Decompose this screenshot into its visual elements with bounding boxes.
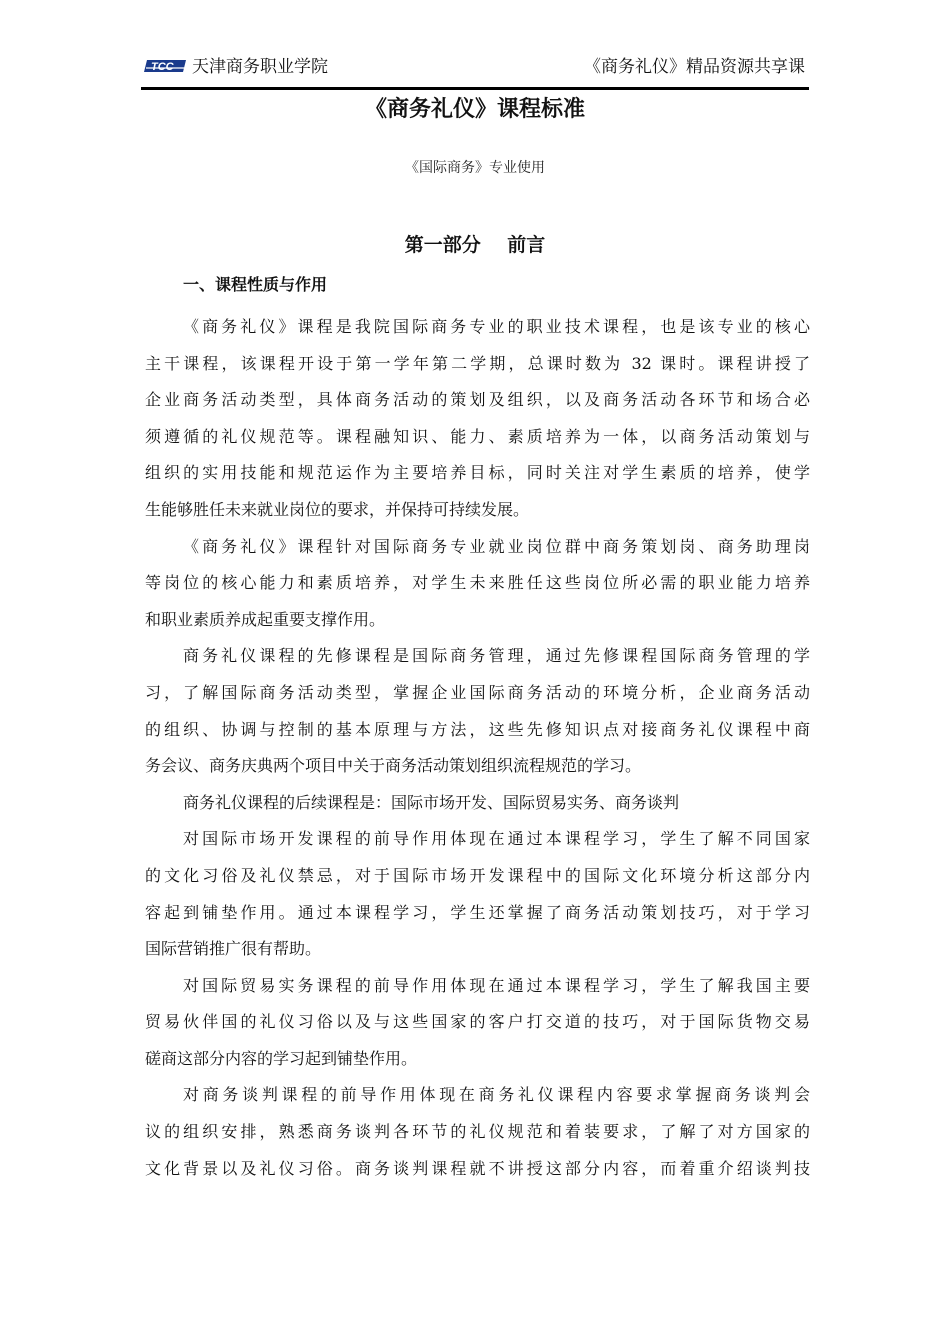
paragraph [145, 638, 810, 784]
paragraph-line: 须遵循的礼仪规范等。课程融知识、能力、素质培养为一体，以商务活动策划与 [145, 426, 810, 446]
paragraph-line: 对商务谈判课程的前导作用体现在商务礼仪课程内容要求掌握商务谈判会 [183, 1085, 810, 1105]
course-name: 《商务礼仪》精品资源共享课 [584, 57, 805, 77]
paragraph-line: 习，了解国际商务活动类型，掌握企业国际商务活动的环境分析，企业商务活动 [145, 682, 810, 702]
paragraph-line: 国际营销推广很有帮助。 [145, 939, 322, 959]
paragraph-line: 务会议、商务庆典两个项目中关于商务活动策划组织流程规范的学习。 [145, 756, 642, 776]
body-text [145, 309, 810, 1187]
school-name: 天津商务职业学院 [192, 57, 328, 77]
document-title: 《商务礼仪》课程标准 [364, 97, 585, 122]
section-heading: 一、课程性质与作用 [183, 275, 328, 294]
header-divider [141, 87, 809, 90]
paragraph-line: 对国际市场开发课程的前导作用体现在通过本课程学习，学生了解不同国家 [183, 829, 810, 849]
paragraph-line: 贸易伙伴国的礼仪习俗以及与这些国家的客户打交道的技巧，对于国际货物交易 [145, 1012, 810, 1032]
paragraph-line: 和职业素质养成起重要支撑作用。 [145, 609, 386, 629]
paragraph-line: 磋商这部分内容的学习起到铺垫作用。 [145, 1048, 418, 1068]
paragraph [145, 1077, 810, 1187]
page-header [141, 52, 809, 86]
paragraph-line: 生能够胜任未来就业岗位的要求，并保持可持续发展。 [145, 499, 530, 519]
paragraph-line: 主干课程，该课程开设于第一学年第二学期，总课时数为 32 课时。课程讲授了 [145, 353, 810, 373]
document-subtitle: 《国际商务》专业使用 [405, 160, 545, 176]
paragraph [145, 968, 810, 1078]
paragraph-line: 的组织、协调与控制的基本原理与方法，这些先修知识点对接商务礼仪课程中商 [145, 719, 810, 739]
tcc-logo [143, 56, 187, 76]
paragraph-line: 企业商务活动类型，具体商务活动的策划及组织，以及商务活动各环节和场合必 [145, 390, 810, 410]
paragraph [145, 785, 810, 822]
paragraph-line: 议的组织安排，熟悉商务谈判各环节的礼仪规范和着装要求，了解了对方国家的 [145, 1122, 810, 1142]
paragraph-line: 容起到铺垫作用。通过本课程学习，学生还掌握了商务活动策划技巧，对于学习 [145, 902, 810, 922]
paragraph [145, 821, 810, 967]
paragraph-line: 等岗位的核心能力和素质培养，对学生未来胜任这些岗位所必需的职业能力培养 [145, 573, 810, 593]
paragraph [145, 529, 810, 639]
paragraph [145, 309, 810, 529]
logo-text: TCC [151, 61, 174, 73]
paragraph-line: 《商务礼仪》课程针对国际商务专业就业岗位群中商务策划岗、商务助理岗 [183, 536, 810, 556]
paragraph-line: 对国际贸易实务课程的前导作用体现在通过本课程学习，学生了解我国主要 [183, 975, 810, 995]
paragraph-line: 《商务礼仪》课程是我院国际商务专业的职业技术课程，也是该专业的核心 [183, 317, 810, 336]
paragraph-line: 商务礼仪课程的先修课程是国际商务管理，通过先修课程国际商务管理的学 [183, 646, 810, 666]
paragraph-line: 的文化习俗及礼仪禁忌，对于国际市场开发课程中的国际文化环境分析这部分内 [145, 865, 810, 885]
paragraph-line: 组织的实用技能和规范运作为主要培养目标，同时关注对学生素质的培养，使学 [145, 463, 810, 483]
paragraph-line: 文化背景以及礼仪习俗。商务谈判课程就不讲授这部分内容，而着重介绍谈判技 [145, 1158, 810, 1178]
paragraph-line: 商务礼仪课程的后续课程是：国际市场开发、国际贸易实务、商务谈判 [183, 792, 680, 812]
part-title: 第一部分 前言 [404, 234, 546, 256]
